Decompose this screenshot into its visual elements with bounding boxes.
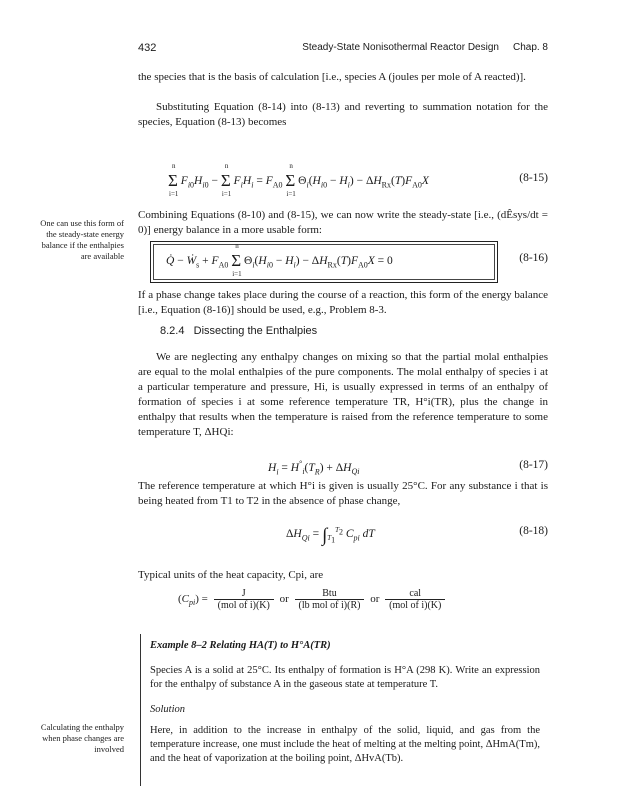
page-number: 432 (138, 42, 157, 54)
equation-8-18 (138, 525, 548, 547)
units-cal-denominator: (mol of i)(K) (389, 600, 442, 611)
section-number: 8.2.4 (160, 325, 185, 337)
page-header (138, 42, 548, 58)
margin-note-phase-change: Calculating the enthalpy when phase changes are involved (40, 722, 124, 754)
solution-text: Here, in addition to the increase in enthalpy of the solid, liquid, and gas from the temperature increase, one must include the heat of melting at the melting point, ΔHmA(Tm), and the heat of vaporization at the boiling point, ΔHvA(Tb). (150, 725, 540, 764)
units-fraction-si (214, 588, 274, 611)
example-side-rule (140, 634, 141, 786)
running-title: Steady-State Nonisothermal Reactor Design (302, 42, 499, 53)
equation-8-15-number: (8-15) (519, 172, 548, 184)
equation-8-16 (138, 242, 548, 278)
example-title: Example 8–2 Relating HA(T) to H°A(TR) (150, 640, 331, 651)
paragraph-5: We are neglecting any enthalpy changes on mixing so that the partial molal enthalpies are equal to the molal enthalpies of the pure components. The molal enthalpy of species i at a particular temperature and pressure, Hi, is usually expressed in terms of an enthalpy of formation of species i at some reference temperature TR, H°i(TR), plus the change in enthalpy that results when the temperature is raised from the reference temperature to some temperature T, ΔHQi: (138, 351, 548, 438)
equation-8-16-number: (8-16) (519, 252, 548, 264)
solution-label: Solution (150, 704, 186, 715)
units-fraction-english (295, 588, 365, 611)
units-english-denominator: (lb mol of i)(R) (298, 600, 361, 611)
section-heading (160, 325, 317, 337)
paragraph-1: the species that is the basis of calculation [i.e., species A (joules per mole of A reacted)]. (138, 71, 526, 83)
equation-8-17 (138, 459, 548, 481)
margin-note-energy-balance: One can use this form of the steady-state energy balance if the enthalpies are available (40, 218, 124, 261)
chapter-label: Chap. 8 (512, 42, 548, 53)
section-title: Dissecting the Enthalpies (193, 325, 318, 337)
units-or-1: or (279, 593, 289, 606)
equation-8-16-expression: Q̇ − Ẇ$_s$ + $F_{A0}$ Σ n i=1 $\Theta_i(H_{i0} - H_i) - \Delta H_{Rx}(T)F_{A0}X = 0$ (166, 242, 393, 278)
paragraph-4: If a phase change takes place during the course of a reaction, this form of the energy balance [i.e., Equation (8-16)] should be used, e.g., Problem 8-3. (138, 289, 548, 316)
paragraph-6: The reference temperature at which H°i is given is usually 25°C. For any substance i that is being heated from T1 to T2 in the absence of phase change, (138, 480, 548, 507)
units-si-numerator: J (214, 588, 274, 600)
equation-8-15-expression: Σ n i=1 $F_{i0}H_{i0} - \Sigma$ n i=1 $F_iH_i = F_{A0}$ Σ n i=1 $\Theta_i(H_{i0} - H_i) - \Delta H_{Rx}(T)F_{A0}X$ (168, 162, 429, 198)
running-head (288, 42, 548, 53)
equation-8-17-number: (8-17) (519, 459, 548, 471)
units-si-denominator: (mol of i)(K) (217, 600, 270, 611)
equation-8-18-number: (8-18) (519, 525, 548, 537)
units-cal-numerator: cal (385, 588, 445, 600)
heat-capacity-units: $(C_{pi})$ = $\frac{J}{\text{(mol of i)(K)}}$ or $\frac{\text{Btu}}{\text{(lb mol of i)(R)}}$ or $\frac{\text{cal}}{\text{(mol of i)(K)}}$ (178, 588, 448, 611)
equation-8-17-expression: $H_i = H^\circ_i(T_R) + \Delta H_{Qi}$ (268, 459, 360, 477)
units-english-numerator: Btu (295, 588, 365, 600)
example-statement: Species A is a solid at 25°C. Its enthalpy of formation is H°A (298 K). Write an expression for the enthalpy of substance A in the gaseous state at temperature T. (150, 665, 540, 690)
equation-8-15 (138, 162, 548, 198)
equation-8-18-expression: $\Delta H_{Qi} = \int_{T_1}^{T_2}$ $C_{pi}$ dT (286, 525, 375, 546)
paragraph-7: Typical units of the heat capacity, Cpi, are (138, 569, 324, 581)
units-fraction-cal (385, 588, 445, 611)
paragraph-3: Combining Equations (8-10) and (8-15), we can now write the steady-state [i.e., (dÊsys/dt = 0)] energy balance in a more usable form: (138, 209, 548, 236)
paragraph-2: Substituting Equation (8-14) into (8-13) and reverting to summation notation for the species, Equation (8-13) becomes (138, 101, 548, 128)
units-or-2: or (370, 593, 380, 606)
